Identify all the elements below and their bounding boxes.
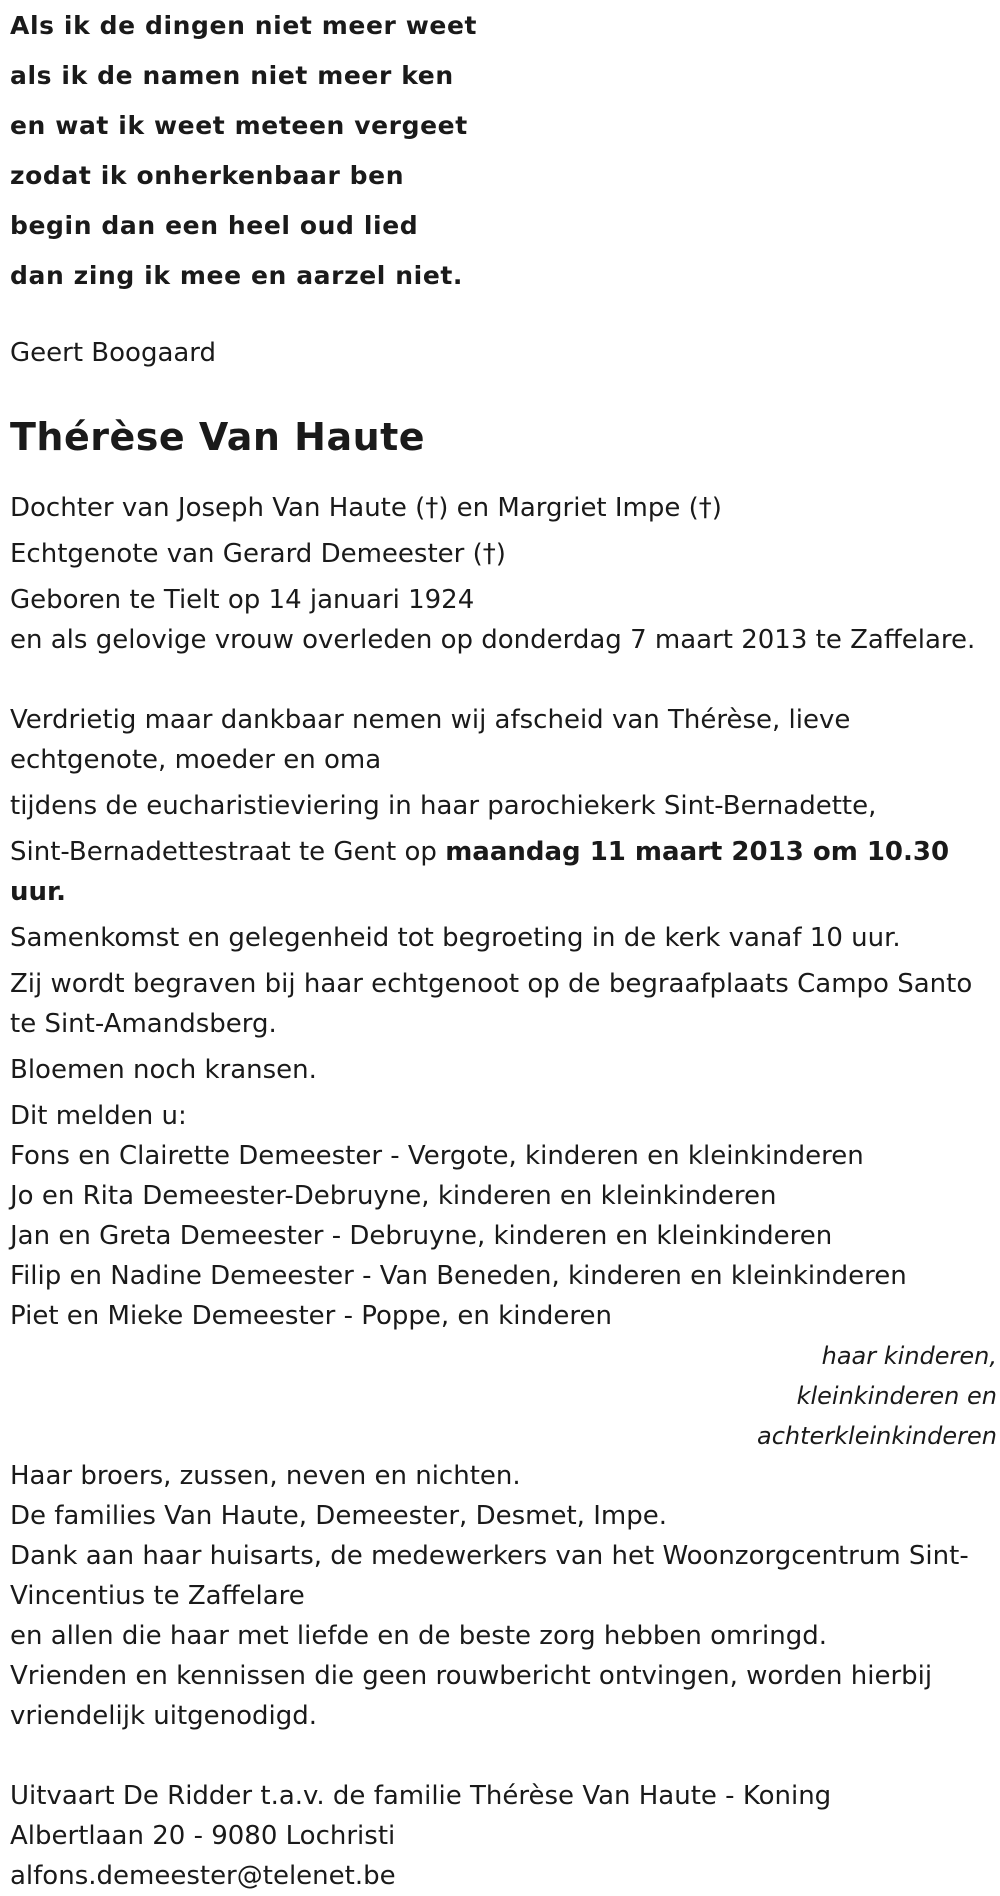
flowers-line: Bloemen noch kransen.: [10, 1055, 317, 1085]
farewell-text: Verdrietig maar dankbaar nemen wij afscheid van Thérèse, lieve echtgenote, moeder en oma: [10, 705, 851, 775]
thanks-line-continued: en allen die haar met liefde en de beste zorg hebben omringd.: [10, 1621, 827, 1651]
descendants-block: [10, 1336, 997, 1456]
gathering-line: Samenkomst en gelegenheid tot begroeting in de kerk vanaf 10 uur.: [10, 923, 901, 953]
ceremony-line: tijdens de eucharistieviering in haar parochiekerk Sint-Bernadette,: [10, 791, 877, 821]
ceremony-address: Sint-Bernadettestraat te Gent op: [10, 837, 446, 867]
poem-line: Als ik de dingen niet meer weet: [10, 11, 478, 40]
contact-address: Albertlaan 20 - 9080 Lochristi: [10, 1821, 396, 1851]
families-line: De families Van Haute, Demeester, Desmet, Impe.: [10, 1501, 667, 1531]
poem-line: zodat ik onherkenbaar ben: [10, 161, 405, 190]
ceremony-date-line: [10, 832, 995, 912]
announcers-intro: Dit melden u:: [10, 1101, 187, 1131]
deceased-name: Thérèse Van Haute: [10, 415, 426, 459]
relatives-line: Haar broers, zussen, neven en nichten.: [10, 1461, 521, 1491]
obituary-page: [10, 0, 995, 1896]
parents-line: Dochter van Joseph Van Haute (†) en Margriet Impe (†): [10, 493, 722, 523]
family-line: Filip en Nadine Demeester - Van Beneden, kinderen en kleinkinderen: [10, 1261, 907, 1291]
poem-line: en wat ik weet meteen vergeet: [10, 111, 468, 140]
birth-line: Geboren te Tielt op 14 januari 1924: [10, 585, 475, 615]
family-line: Fons en Clairette Demeester - Vergote, kinderen en kleinkinderen: [10, 1141, 864, 1171]
contact-name: Uitvaart De Ridder t.a.v. de familie Thérèse Van Haute - Koning: [10, 1781, 832, 1811]
invitation-line: Vrienden en kennissen die geen rouwbericht ontvingen, worden hierbij vriendelijk uitgenodigd.: [10, 1661, 933, 1731]
descendants-line: achterkleinkinderen: [757, 1422, 997, 1450]
contact-email[interactable]: alfons.demeester@telenet.be: [10, 1861, 396, 1891]
poem-line: dan zing ik mee en aarzel niet.: [10, 261, 464, 290]
spouse-line: Echtgenote van Gerard Demeester (†): [10, 539, 506, 569]
poem: [10, 8, 995, 308]
family-line: Piet en Mieke Demeester - Poppe, en kinderen: [10, 1301, 613, 1331]
family-line: Jan en Greta Demeester - Debruyne, kinderen en kleinkinderen: [10, 1221, 833, 1251]
poem-line: als ik de namen niet meer ken: [10, 61, 454, 90]
burial-line: Zij wordt begraven bij haar echtgenoot op de begraafplaats Campo Santo te Sint-Amandsberg.: [10, 969, 973, 1039]
poem-line: begin dan een heel oud lied: [10, 211, 419, 240]
thanks-line: Dank aan haar huisarts, de medewerkers van het Woonzorgcentrum Sint-Vincentius te Zaffelare: [10, 1541, 969, 1611]
descendants-line: haar kinderen,: [821, 1342, 997, 1370]
family-line: Jo en Rita Demeester-Debruyne, kinderen en kleinkinderen: [10, 1181, 777, 1211]
death-line: en als gelovige vrouw overleden op donderdag 7 maart 2013 te Zaffelare.: [10, 625, 976, 655]
ceremony-datetime: maandag 11 maart 2013 om 10.30 uur.: [10, 837, 950, 907]
poem-author: Geert Boogaard: [10, 338, 217, 368]
descendants-line: kleinkinderen en: [796, 1382, 997, 1410]
